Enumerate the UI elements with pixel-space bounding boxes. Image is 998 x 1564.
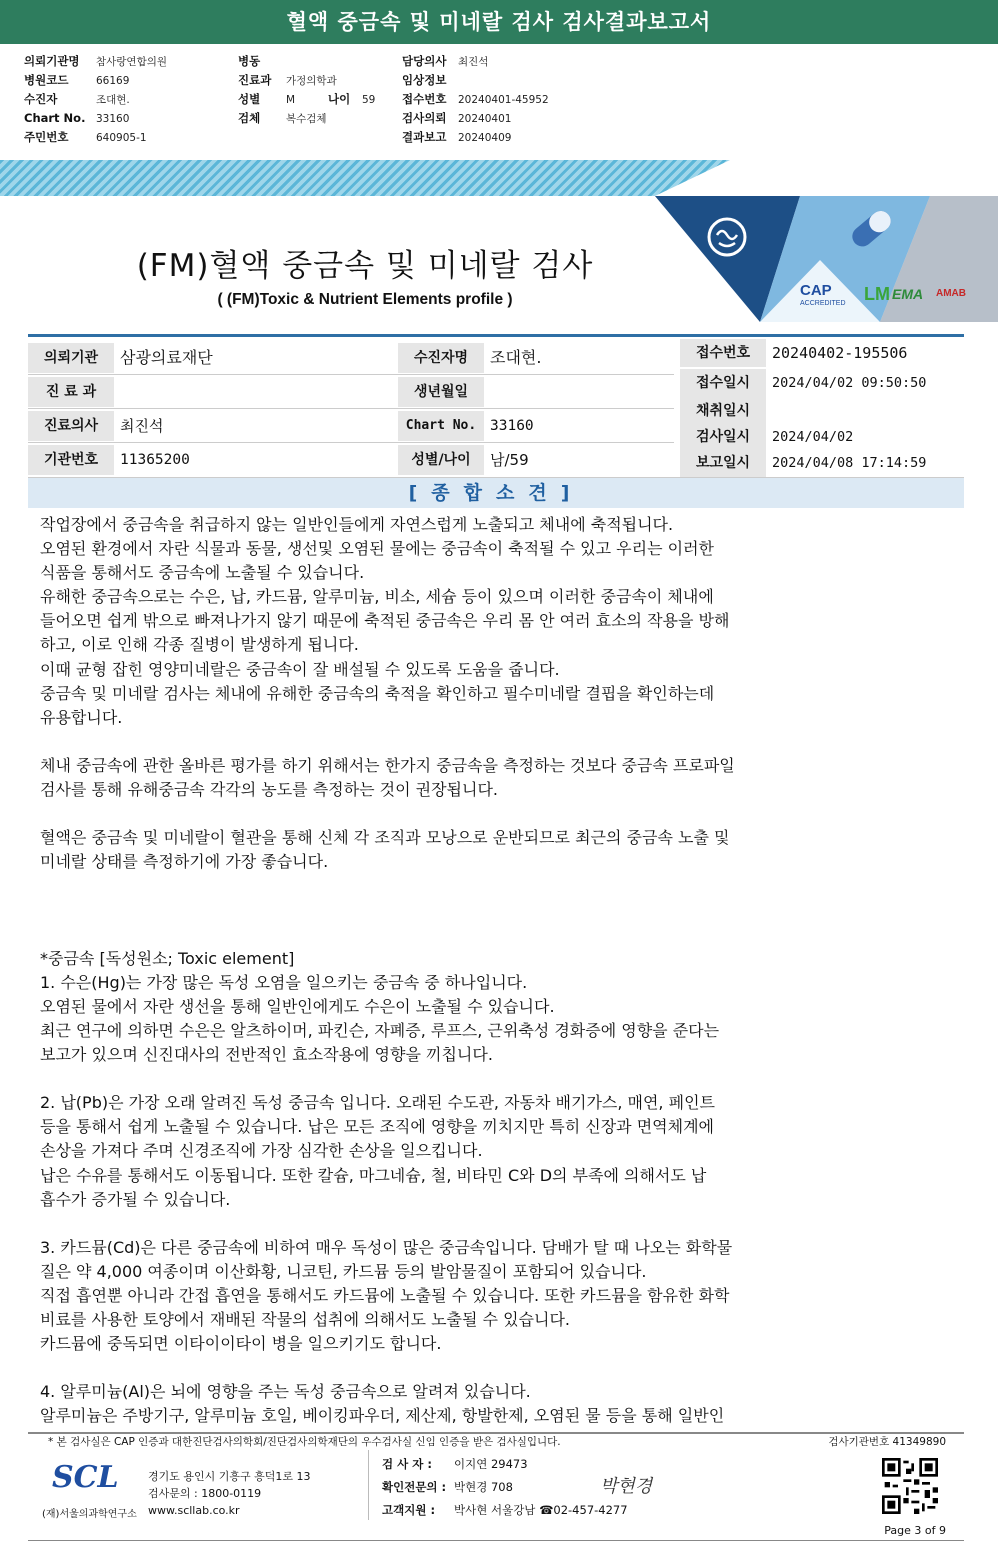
body-line: 카드뮴에 중독되면 이타이이타이 병을 일으키기도 합니다.: [40, 1334, 442, 1354]
test-dt-value: 2024/04/02: [772, 429, 854, 445]
header-key: 검사의뢰: [402, 111, 447, 125]
certification-logos: [800, 282, 970, 318]
body-line: [40, 1212, 920, 1236]
cap-logo: CAP: [800, 282, 832, 299]
sexage-label: 성별/나이: [398, 445, 484, 475]
bottom-divider: [28, 1540, 964, 1541]
institution-label: 의뢰기관: [28, 343, 114, 373]
header-value: 20240401-45952: [458, 94, 549, 106]
row-divider: [28, 442, 674, 443]
orgno-value: 11365200: [120, 452, 190, 468]
support-value: 박사현 서울강남 ☎02-457-4277: [454, 1503, 628, 1517]
header-col-2: [238, 52, 375, 128]
body-line: 미네랄 상태를 측정하기에 가장 좋습니다.: [40, 852, 329, 872]
footer-separator: [368, 1450, 369, 1520]
doctor-label: 진료의사: [28, 411, 114, 441]
tester-value: 이지연 29473: [454, 1457, 528, 1471]
lab-registration-number: 검사기관번호 41349890: [828, 1436, 946, 1448]
body-line: 혈액은 중금속 및 미네랄이 혈관을 통해 신체 각 조직과 모낭으로 운반되므로 최근의 중금속 노출 및: [40, 828, 730, 848]
header-value: 640905-1: [96, 132, 147, 144]
cap-logo-sub: ACCREDITED: [800, 300, 846, 307]
body-line: 식품을 통해서도 중금속에 노출될 수 있습니다.: [40, 563, 365, 583]
header-col-3: [402, 52, 549, 147]
confirm-label: 확인전문의 :: [382, 1480, 447, 1494]
body-line: 유해한 중금속으로는 수은, 납, 카드뮴, 알루미늄, 비소, 세슘 등이 있으며 이러한 중금속이 체내에: [40, 587, 714, 607]
patient-label: 수진자명: [398, 343, 484, 373]
header-key: 병원코드: [24, 73, 69, 87]
lab-website[interactable]: www.scllab.co.kr: [148, 1504, 240, 1517]
body-line: [40, 1067, 920, 1091]
body-line: 들어오면 쉽게 밖으로 빠져나가지 않기 때문에 축적된 중금속은 우리 몸 안 여러 효소의 작용을 방해: [40, 611, 730, 631]
body-line: [40, 874, 920, 898]
body-line: 알루미늄은 주방기구, 알루미늄 호일, 베이킹파우더, 제산제, 항발한제, 오염된 물 등을 통해 일반인: [40, 1406, 725, 1426]
header-value: 66169: [96, 75, 130, 87]
scl-logo-caption: (재)서울의과학연구소: [42, 1509, 137, 1520]
support-label: 고객지원 :: [382, 1503, 436, 1517]
header-key: 진료과: [238, 73, 272, 87]
dob-label: 생년월일: [398, 377, 484, 407]
amab-logo: AMAB: [936, 288, 966, 299]
body-line: 2. 납(Pb)은 가장 오래 알려진 독성 중금속 입니다. 오래된 수도관, 자동차 배기가스, 매연, 페인트: [40, 1093, 715, 1113]
summary-body: [40, 513, 920, 1429]
header-key: 의뢰기관명: [24, 54, 80, 68]
body-line: 오염된 물에서 자란 생선을 통해 일반인에게도 수은이 노출될 수 있습니다.: [40, 996, 555, 1016]
header-value: 조대현.: [96, 94, 130, 106]
body-line: 유용합니다.: [40, 707, 123, 727]
lab-contact: [148, 1468, 311, 1519]
header-key: 담당의사: [402, 54, 447, 68]
header-key: 임상정보: [402, 73, 447, 87]
body-line: 등을 통해서 쉽게 노출될 수 있습니다. 납은 모든 조직에 영향을 끼치지만 특히 신장과 면역체계에: [40, 1117, 714, 1137]
body-line: 흡수가 증가될 수 있습니다.: [40, 1189, 231, 1209]
header-key: Chart No.: [24, 111, 86, 125]
body-line: *중금속 [독성원소; Toxic element]: [40, 948, 295, 968]
certification-note: * 본 검사실은 CAP 인증과 대한진단검사의학회/진단검사의학재단의 우수검사실 신임 인증을 받은 검사실입니다.: [48, 1436, 561, 1448]
receipt-dt-value: 2024/04/02 09:50:50: [772, 375, 927, 391]
body-line: 최근 연구에 의하면 수은은 알츠하이머, 파킨슨, 자폐증, 루프스, 근위축성 경화증에 영향을 준다는: [40, 1020, 720, 1040]
report-title-bar: 혈액 중금속 및 미네랄 검사 검사결과보고서: [0, 0, 998, 44]
body-line: 보고가 있으며 신진대사의 전반적인 효소작용에 영향을 끼칩니다.: [40, 1045, 493, 1065]
body-line: [40, 802, 920, 826]
patient-info-table: [28, 334, 964, 471]
header-value: 복수검체: [286, 113, 327, 125]
chart-value: 33160: [490, 418, 534, 434]
dept-label: 진 료 과: [28, 377, 114, 407]
ema-logo: EMA: [892, 286, 924, 302]
receipt-no-value: 20240402-195506: [772, 344, 908, 362]
orgno-label: 기관번호: [28, 445, 114, 475]
header-value: 20240409: [458, 132, 512, 144]
lab-address: 경기도 용인시 기흥구 흥덕1로 13: [148, 1470, 311, 1483]
lab-staff: [382, 1453, 628, 1522]
body-line: 질은 약 4,000 여종이며 이산화황, 니코틴, 카드뮴 등의 발암물질이 포함되어 있습니다.: [40, 1261, 647, 1281]
test-dt-label: 검사일시: [680, 423, 766, 451]
header-key: 주민번호: [24, 130, 69, 144]
header-key: 검체: [238, 111, 261, 125]
report-dt-value: 2024/04/08 17:14:59: [772, 455, 927, 471]
header-key: 성별: [238, 92, 261, 106]
row-divider: [28, 374, 674, 375]
header-value: 33160: [96, 113, 130, 125]
tester-label: 검 사 자 :: [382, 1457, 432, 1471]
chart-label: Chart No.: [398, 411, 484, 441]
header-key: 결과보고: [402, 130, 447, 144]
qr-code-icon: [882, 1458, 938, 1514]
header-col-1: [24, 52, 167, 147]
body-line: 직접 흡연뿐 아니라 간접 흡연을 통해서도 카드뮴에 노출될 수 있습니다. 또한 카드뮴을 함유한 화학: [40, 1286, 730, 1305]
body-line: 작업장에서 중금속을 취급하지 않는 일반인들에게 자연스럽게 노출되고 체내에 축적됩니다.: [40, 515, 674, 534]
receipt-no-label: 접수번호: [680, 339, 766, 367]
signature: 박현경: [600, 1476, 653, 1497]
body-line: 체내 중금속에 관한 올바른 평가를 하기 위해서는 한가지 중금속을 측정하는 것보다 중금속 프로파일: [40, 755, 735, 775]
body-line: 납은 수유를 통해서도 이동됩니다. 또한 칼슘, 마그네슘, 철, 비타민 C와 D의 부족에 의해서도 납: [40, 1165, 707, 1185]
body-line: [40, 730, 920, 754]
header-value: 가정의학과: [286, 75, 337, 87]
header-value: 최진석: [458, 56, 489, 68]
body-line: 1. 수은(Hg)는 가장 많은 독성 오염을 일으키는 중금속 중 하나입니다.: [40, 972, 528, 992]
header-key: 병동: [238, 54, 261, 68]
collect-dt-label: 채취일시: [680, 397, 766, 425]
confirm-value: 박현경 708: [454, 1480, 513, 1494]
header-key: 접수번호: [402, 92, 447, 106]
body-line: 하고, 이로 인해 각종 질병이 발생하게 됩니다.: [40, 635, 359, 655]
collect-dt-value: [766, 397, 964, 425]
page-title: (FM)혈액 중금속 및 미네랄 검사: [136, 248, 594, 284]
page-number: Page 3 of 9: [884, 1524, 946, 1537]
report-dt-label: 보고일시: [680, 449, 766, 477]
body-line: [40, 923, 920, 947]
page-subtitle: ( (FM)Toxic & Nutrient Elements profile ): [217, 291, 513, 308]
age-label: 나이: [328, 92, 351, 106]
body-line: 손상을 가져다 주며 신경조직에 가장 심각한 손상을 일으킵니다.: [40, 1141, 483, 1161]
receipt-dt-label: 접수일시: [680, 369, 766, 397]
body-line: [40, 899, 920, 923]
summary-section-title: [종합소견]: [28, 478, 964, 508]
body-line: 오염된 환경에서 자란 식물과 동물, 생선및 오염된 물에는 중금속이 축적될 수 있고 우리는 이러한: [40, 539, 714, 559]
dob-value: [484, 377, 680, 407]
body-line: 이때 균형 잡힌 영양미네랄은 중금속이 잘 배설될 수 있도록 도움을 줍니다.: [40, 659, 560, 679]
body-line: [40, 1356, 920, 1380]
body-line: 4. 알루미늄(Al)은 뇌에 영향을 주는 독성 중금속으로 알려져 있습니다.: [40, 1382, 531, 1402]
age-value: 59: [362, 94, 376, 106]
header-value: 20240401: [458, 113, 512, 125]
dept-value: [114, 377, 402, 407]
lm-logo: LM: [864, 284, 890, 304]
body-line: 비료를 사용한 토양에서 재배된 작물의 섭취에 의해서도 노출될 수 있습니다.: [40, 1310, 570, 1330]
institution-value: 삼광의료재단: [120, 348, 213, 367]
scl-logo: SCL: [52, 1460, 119, 1495]
doctor-value: 최진석: [120, 417, 164, 435]
banner-white-wedge: [655, 160, 998, 196]
header-info: [0, 44, 998, 163]
body-line: 3. 카드뮴(Cd)은 다른 중금속에 비하여 매우 독성이 많은 중금속입니다. 담배가 탈 때 나오는 화학물: [40, 1237, 733, 1257]
header-value: 참사랑연합의원: [96, 56, 168, 68]
header-key: 수진자: [24, 92, 58, 106]
lab-inquiry: 검사문의 : 1800-0119: [148, 1487, 262, 1500]
body-line: 중금속 및 미네랄 검사는 체내에 유해한 중금속의 축적을 확인하고 필수미네랄 결핍을 확인하는데: [40, 683, 715, 703]
row-divider: [28, 408, 674, 409]
patient-value: 조대현.: [490, 348, 542, 367]
sexage-value: 남/59: [490, 451, 529, 469]
header-value: M: [286, 94, 296, 106]
body-line: 검사를 통해 유해중금속 각각의 농도를 측정하는 것이 권장됩니다.: [40, 780, 499, 800]
